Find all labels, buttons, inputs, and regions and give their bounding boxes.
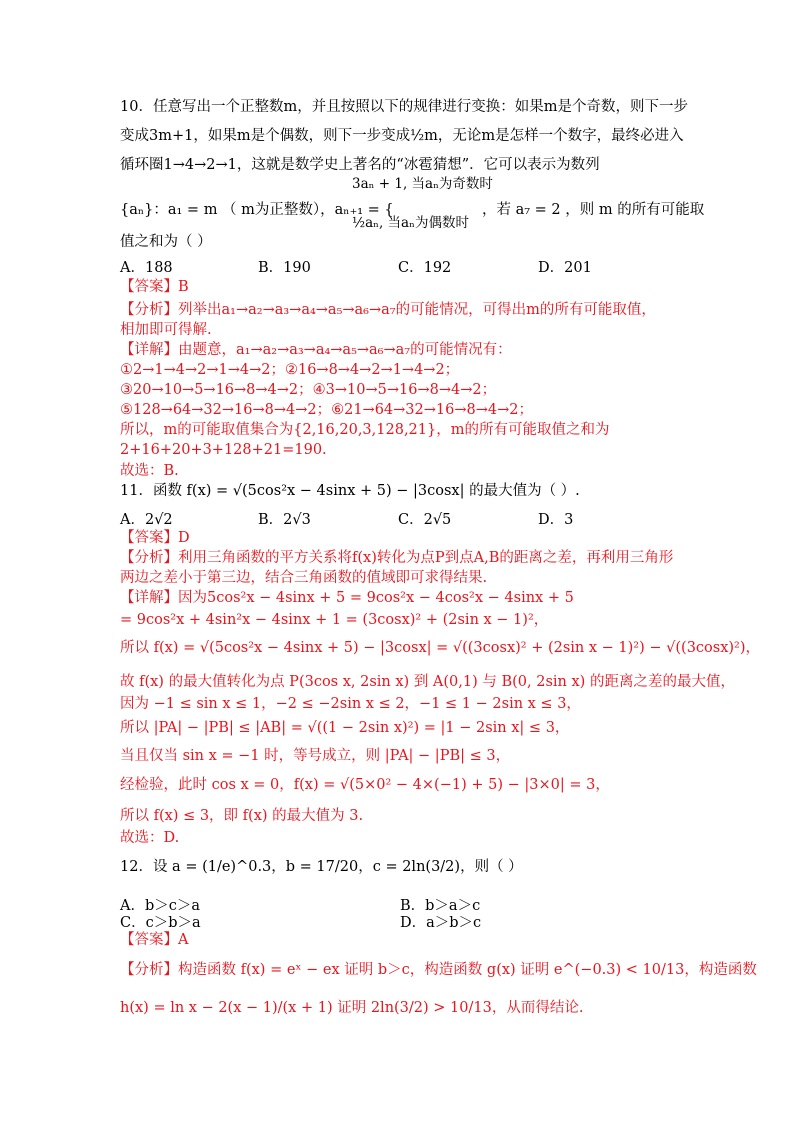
q11-option-c: C．2√5 [398, 512, 452, 528]
q10-condition: ，若 a₇ = 2 ，则 m 的所有可能取 [482, 202, 705, 218]
q11-option-a: A．2√2 [120, 512, 173, 528]
q10-line-5: 值之和为（ ） [120, 234, 212, 250]
q10-line-2: 变成3m+1，如果m是个偶数，则下一步变成½m，无论m是怎样一个数字，最终必进入 [120, 128, 684, 144]
q10-piece-even: ½aₙ, 当aₙ为偶数时 [352, 215, 469, 231]
q11-detail-5: 因为 −1 ≤ sin x ≤ 1，−2 ≤ −2sin x ≤ 2，−1 ≤ 1 − 2sin x ≤ 3， [120, 696, 581, 712]
q10-option-c: C．192 [398, 260, 452, 276]
q11-answer: 【答案】D [120, 530, 190, 546]
q11-choose: 故选：D. [120, 830, 180, 846]
q10-detail-6: 2+16+20+3+128+21=190. [120, 442, 327, 458]
q10-piece-odd: 3aₙ + 1, 当aₙ为奇数时 [352, 176, 493, 192]
q10-option-d: D．201 [538, 260, 592, 276]
q10-option-b: B．190 [258, 260, 311, 276]
q12-option-c: C．c＞b＞a [120, 915, 201, 931]
q10-detail-1: 【详解】由题意，a₁→a₂→a₃→a₄→a₅→a₆→a₇的可能情况有： [120, 342, 512, 358]
q11-option-b: B．2√3 [258, 512, 311, 528]
q12-answer: 【答案】A [120, 932, 189, 948]
q10-detail-3: ③20→10→5→16→8→4→2；④3→10→5→16→8→4→2； [120, 382, 497, 398]
q10-line-3: 循环圈1→4→2→1，这就是数学史上著名的“冰雹猜想”．它可以表示为数列 [120, 157, 600, 173]
q10-detail-5: 所以，m的可能取值集合为{2,16,20,3,128,21}，m的所有可能取值之和为 [120, 422, 610, 438]
q12-line-1: 12．设 a = (1/e)^0.3，b = 17/20，c = 2ln(3/2)，则（ ） [120, 859, 523, 875]
q10-analysis-2: 相加即可得解. [120, 322, 212, 338]
q11-analysis-1: 【分析】利用三角函数的平方关系将f(x)转化为点P到点A,B的距离之差，再利用三角形 [120, 550, 674, 566]
q11-detail-8: 经检验，此时 cos x = 0，f(x) = √(5×0² − 4×(−1) + 5) − |3×0| = 3， [120, 777, 610, 793]
q12-analysis-2: h(x) = ln x − 2(x − 1)/(x + 1) 证明 2ln(3/2) > 10/13，从而得结论. [120, 1000, 584, 1016]
q12-option-a: A．b＞c＞a [120, 898, 201, 914]
q11-detail-4: 故 f(x) 的最大值转化为点 P(3cos x, 2sin x) 到 A(0,1) 与 B(0, 2sin x) 的距离之差的最大值， [120, 674, 735, 690]
q12-option-b: B．b＞a＞c [400, 898, 481, 914]
q11-detail-3: 所以 f(x) = √(5cos²x − 4sinx + 5) − |3cosx| = √((3cosx)² + (2sin x − 1)²) − √((3cosx)²)， [120, 640, 761, 656]
q11-detail-9: 所以 f(x) ≤ 3，即 f(x) 的最大值为 3. [120, 808, 364, 824]
q11-detail-2: = 9cos²x + 4sin²x − 4sinx + 1 = (3cosx)² + (2sin x − 1)²， [120, 612, 549, 628]
q10-line-1: 10．任意写出一个正整数m，并且按照以下的规律进行变换：如果m是个奇数，则下一步 [120, 99, 688, 115]
q10-sequence-definition: {aₙ}：a₁ = m （ m为正整数），aₙ₊₁ = { [120, 202, 394, 218]
q11-option-d: D．3 [538, 512, 574, 528]
q11-detail-7: 当且仅当 sin x = −1 时，等号成立，则 |PA| − |PB| ≤ 3， [120, 748, 511, 764]
q10-detail-2: ①2→1→4→2→1→4→2；②16→8→4→2→1→4→2； [120, 362, 460, 378]
q12-analysis-1: 【分析】构造函数 f(x) = eˣ − ex 证明 b＞c，构造函数 g(x) 证明 e^(−0.3) < 10/13，构造函数 [120, 962, 757, 978]
q10-answer: 【答案】B [120, 279, 189, 295]
q10-detail-4: ⑤128→64→32→16→8→4→2；⑥21→64→32→16→8→4→2； [120, 402, 533, 418]
q10-analysis-1: 【分析】列举出a₁→a₂→a₃→a₄→a₅→a₆→a₇的可能情况，可得出m的所有可能取值， [120, 302, 656, 318]
q11-detail-6: 所以 |PA| − |PB| ≤ |AB| = √((1 − 2sin x)²) = |1 − 2sin x| ≤ 3， [120, 720, 570, 736]
q11-detail-1: 【详解】因为5cos²x − 4sinx + 5 = 9cos²x − 4cos²x − 4sinx + 5 [120, 590, 574, 606]
q11-analysis-2: 两边之差小于第三边，结合三角函数的值域即可求得结果. [120, 570, 488, 586]
q10-option-a: A．188 [120, 260, 173, 276]
q12-option-d: D．a＞b＞c [400, 915, 482, 931]
q11-line-1: 11．函数 f(x) = √(5cos²x − 4sinx + 5) − |3cosx| 的最大值为（ ）. [120, 483, 580, 499]
q10-choose: 故选：B. [120, 463, 179, 479]
